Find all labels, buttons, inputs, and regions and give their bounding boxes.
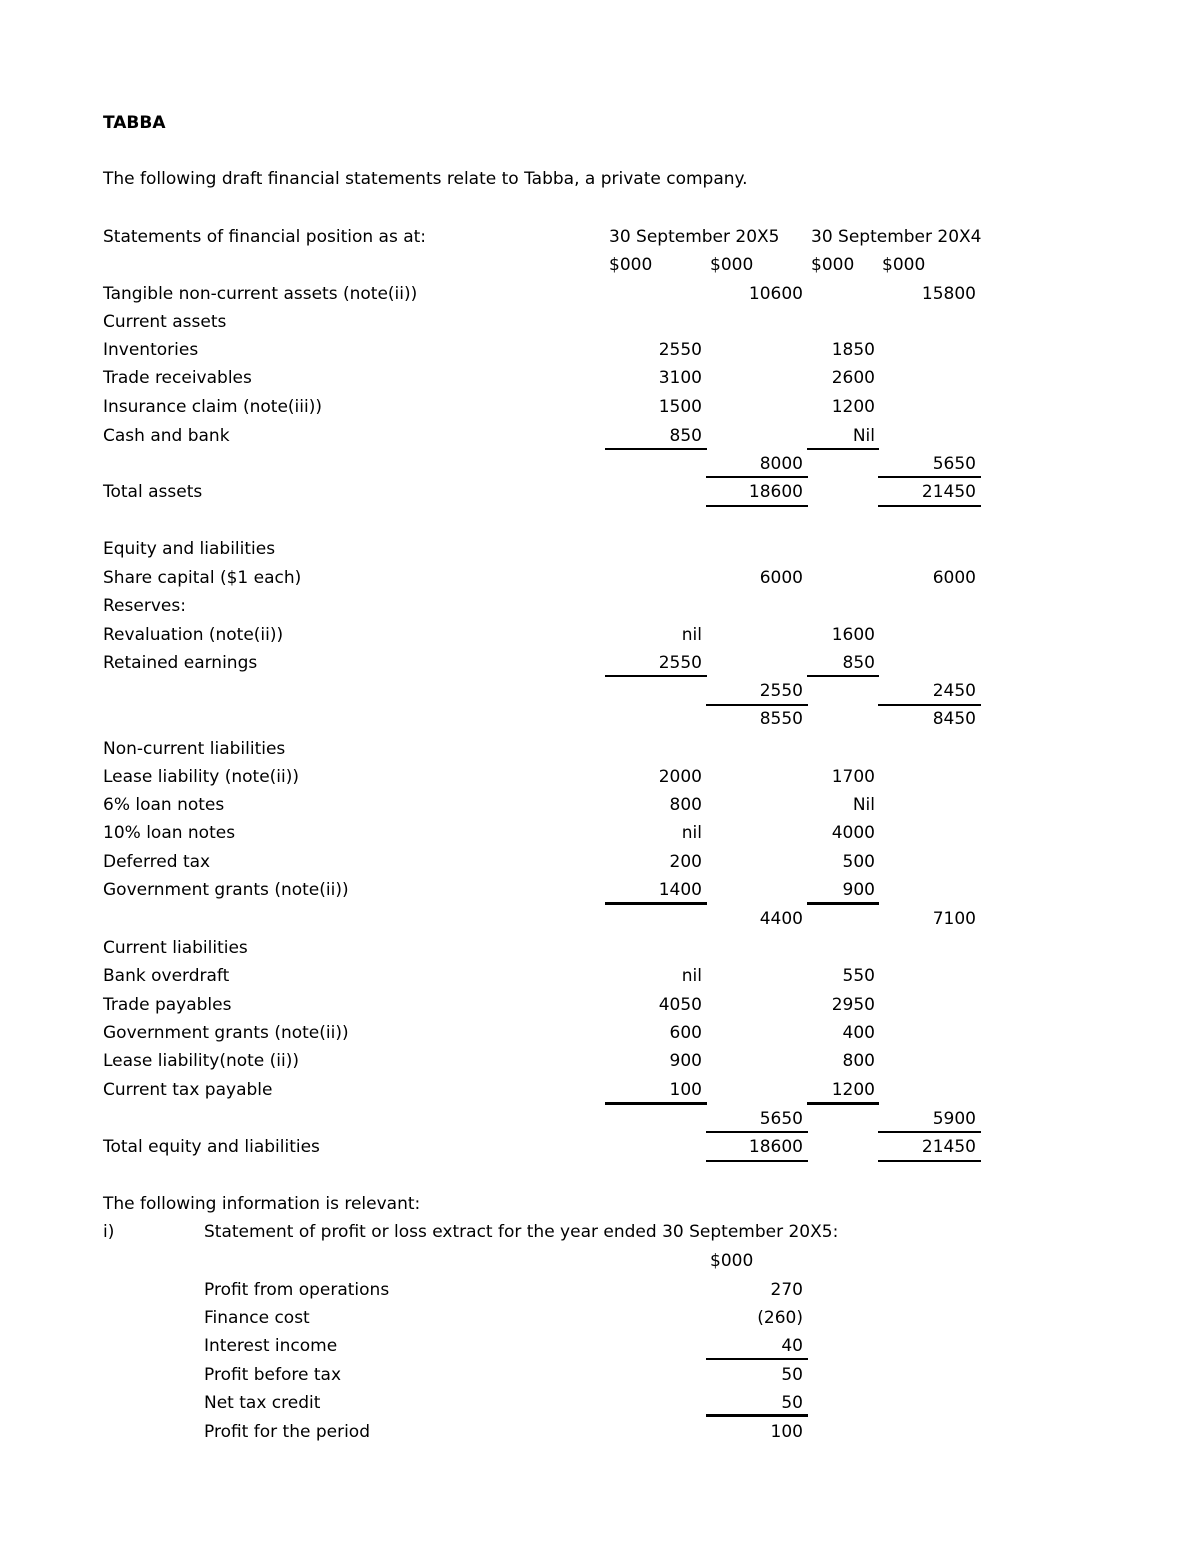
sofp-cell-c3: 2600 [831, 368, 875, 388]
sofp-row-label: Government grants (note(ii)) [103, 880, 349, 900]
sofp-row-label: Insurance claim (note(iii)) [103, 397, 322, 417]
sofp-heading: Statements of financial position as at: [103, 227, 427, 247]
subtotal-rule [605, 1102, 707, 1105]
sofp-cell-c3: 400 [842, 1023, 875, 1043]
pl-row-label: Profit before tax [204, 1365, 342, 1385]
sofp-row-label: Share capital ($1 each) [103, 568, 302, 588]
sofp-cell-c1: 800 [669, 795, 702, 815]
sofp-cell-c3: 550 [842, 966, 875, 986]
sofp-cell-c4: 5650 [932, 454, 976, 474]
sofp-cell-c3: 1850 [831, 340, 875, 360]
sofp-cell-c2: 2550 [759, 681, 803, 701]
sofp-cell-c2: 6000 [759, 568, 803, 588]
pl-row-label: Finance cost [204, 1308, 310, 1328]
subtotal-rule [807, 1102, 879, 1105]
sofp-cell-c3: 1600 [831, 625, 875, 645]
intro-text: The following draft financial statements relate to Tabba, a private company. [103, 169, 748, 189]
info-item-text: Statement of profit or loss extract for the year ended 30 September 20X5: [204, 1222, 839, 1242]
total-rule [706, 1160, 808, 1162]
sofp-row-label: Total assets [103, 482, 203, 502]
info-unit-header: $000 [710, 1251, 754, 1271]
sofp-cell-c2: 4400 [759, 909, 803, 929]
info-heading: The following information is relevant: [103, 1194, 421, 1214]
sofp-cell-c2: 5650 [759, 1109, 803, 1129]
sofp-cell-c2: 10600 [748, 284, 803, 304]
document-title: TABBA [103, 113, 166, 133]
sofp-row-label: Bank overdraft [103, 966, 230, 986]
sofp-cell-c4: 21450 [921, 482, 976, 502]
subtotal-rule [706, 1358, 808, 1360]
sofp-cell-c1: 1500 [658, 397, 702, 417]
sofp-row-label: Total equity and liabilities [103, 1137, 320, 1157]
sofp-row-label: Lease liability(note (ii)) [103, 1051, 299, 1071]
sofp-row-label: Revaluation (note(ii)) [103, 625, 284, 645]
sofp-row-label: Inventories [103, 340, 199, 360]
sofp-cell-c4: 7100 [932, 909, 976, 929]
pl-row-label: Net tax credit [204, 1393, 321, 1413]
sofp-cell-c1: 600 [669, 1023, 702, 1043]
sofp-cell-c4: 8450 [932, 709, 976, 729]
sofp-cell-c3: 500 [842, 852, 875, 872]
sofp-cell-c1: 3100 [658, 368, 702, 388]
sofp-row-label: Current assets [103, 312, 227, 332]
info-item-number: i) [103, 1222, 115, 1242]
sofp-cell-c3: 1200 [831, 397, 875, 417]
total-rule [706, 505, 808, 507]
sofp-cell-c1: 1400 [658, 880, 702, 900]
pl-row-value: 50 [781, 1393, 803, 1413]
pl-row-label: Profit for the period [204, 1422, 370, 1442]
subtotal-rule [706, 1414, 808, 1417]
total-rule [878, 1160, 981, 1162]
sofp-row-label: Current liabilities [103, 938, 248, 958]
sofp-row-label: Cash and bank [103, 426, 230, 446]
sofp-cell-c3: 800 [842, 1051, 875, 1071]
sofp-cell-c4: 5900 [932, 1109, 976, 1129]
pl-row-label: Profit from operations [204, 1280, 390, 1300]
sofp-cell-c4: 15800 [921, 284, 976, 304]
sofp-row-label: Lease liability (note(ii)) [103, 767, 299, 787]
sofp-row-label: Trade receivables [103, 368, 252, 388]
unit-header-c2: $000 [710, 255, 754, 275]
subtotal-rule [605, 902, 707, 905]
sofp-cell-c3: 900 [842, 880, 875, 900]
sofp-cell-c1: 200 [669, 852, 702, 872]
sofp-cell-c3: 4000 [831, 823, 875, 843]
period-1-header: 30 September 20X5 [609, 227, 780, 247]
sofp-cell-c2: 8550 [759, 709, 803, 729]
sofp-row-label: 6% loan notes [103, 795, 225, 815]
sofp-cell-c3: Nil [852, 795, 875, 815]
sofp-cell-c1: nil [681, 625, 702, 645]
sofp-cell-c1: 2550 [658, 653, 702, 673]
sofp-cell-c4: 2450 [932, 681, 976, 701]
sofp-row-label: Trade payables [103, 995, 232, 1015]
subtotal-rule [878, 476, 981, 478]
sofp-row-label: Deferred tax [103, 852, 211, 872]
sofp-cell-c1: 2000 [658, 767, 702, 787]
sofp-cell-c3: Nil [852, 426, 875, 446]
sofp-row-label: Tangible non-current assets (note(ii)) [103, 284, 418, 304]
sofp-row-label: Government grants (note(ii)) [103, 1023, 349, 1043]
subtotal-rule [878, 1131, 981, 1133]
subtotal-rule [706, 1131, 808, 1133]
pl-row-value: 50 [781, 1365, 803, 1385]
sofp-row-label: Reserves: [103, 596, 186, 616]
pl-row-value: 40 [781, 1336, 803, 1356]
subtotal-rule [706, 476, 808, 478]
sofp-cell-c4: 21450 [921, 1137, 976, 1157]
sofp-cell-c3: 1700 [831, 767, 875, 787]
pl-row-label: Interest income [204, 1336, 338, 1356]
subtotal-rule [807, 675, 879, 677]
pl-row-value: (260) [757, 1308, 803, 1328]
sofp-cell-c2: 18600 [748, 482, 803, 502]
unit-header-c3: $000 [811, 255, 855, 275]
sofp-cell-c1: 4050 [658, 995, 702, 1015]
sofp-cell-c1: 2550 [658, 340, 702, 360]
subtotal-rule [878, 704, 981, 706]
sofp-row-label: Non-current liabilities [103, 739, 286, 759]
sofp-cell-c1: nil [681, 823, 702, 843]
total-rule [878, 505, 981, 507]
sofp-cell-c1: nil [681, 966, 702, 986]
subtotal-rule [807, 902, 879, 905]
sofp-row-label: Current tax payable [103, 1080, 273, 1100]
sofp-cell-c3: 2950 [831, 995, 875, 1015]
period-2-header: 30 September 20X4 [811, 227, 982, 247]
pl-row-value: 100 [770, 1422, 803, 1442]
subtotal-rule [605, 675, 707, 677]
sofp-cell-c1: 100 [669, 1080, 702, 1100]
sofp-cell-c1: 900 [669, 1051, 702, 1071]
unit-header-c1: $000 [609, 255, 653, 275]
sofp-cell-c3: 1200 [831, 1080, 875, 1100]
sofp-cell-c2: 18600 [748, 1137, 803, 1157]
subtotal-rule [605, 448, 707, 450]
sofp-cell-c4: 6000 [932, 568, 976, 588]
unit-header-c4: $000 [882, 255, 926, 275]
sofp-cell-c3: 850 [842, 653, 875, 673]
subtotal-rule [706, 704, 808, 706]
pl-row-value: 270 [770, 1280, 803, 1300]
sofp-row-label: Retained earnings [103, 653, 258, 673]
sofp-cell-c2: 8000 [759, 454, 803, 474]
sofp-row-label: Equity and liabilities [103, 539, 276, 559]
sofp-row-label: 10% loan notes [103, 823, 236, 843]
subtotal-rule [807, 448, 879, 450]
sofp-cell-c1: 850 [669, 426, 702, 446]
